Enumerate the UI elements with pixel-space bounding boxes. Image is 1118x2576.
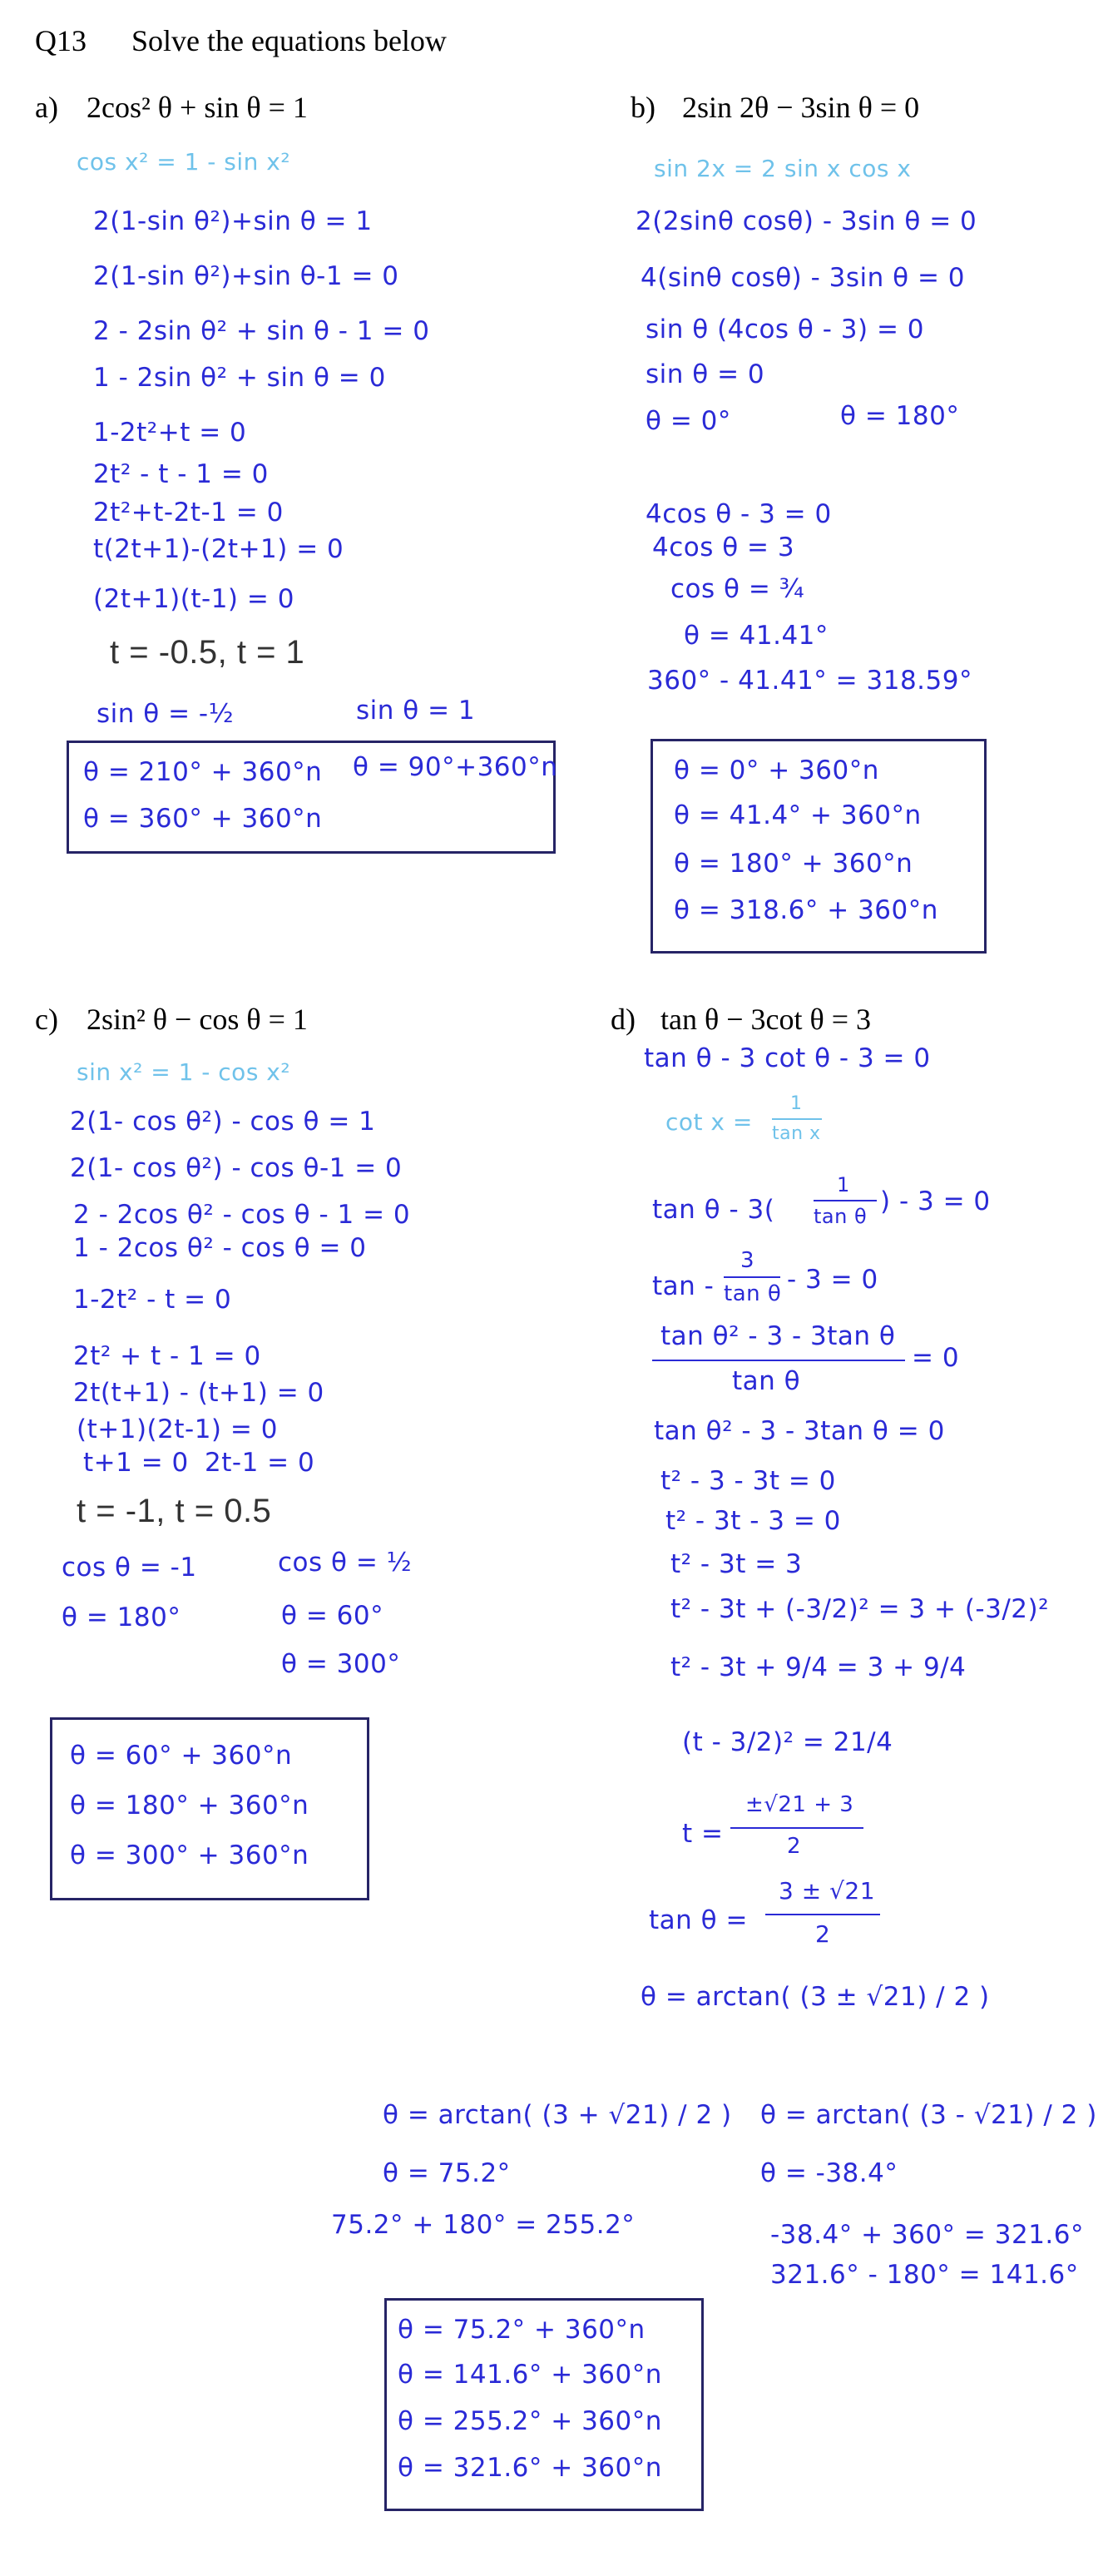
part-a-step: 1-2t²+t = 0 xyxy=(93,418,247,448)
part-d-answer: θ = 255.2° + 360°n xyxy=(398,2406,662,2436)
part-a-step: 1 - 2sin θ² + sin θ = 0 xyxy=(93,363,386,393)
part-d-answer: θ = 75.2° + 360°n xyxy=(398,2315,646,2345)
part-d-left-branch: θ = arctan( (3 + √21) / 2 ) xyxy=(383,2100,732,2130)
part-d-step: t² - 3 - 3t = 0 xyxy=(660,1466,836,1496)
part-b-step2: θ = 41.41° xyxy=(684,621,829,651)
part-c-step: 2t² + t - 1 = 0 xyxy=(73,1341,261,1371)
part-a-step: 2 - 2sin θ² + sin θ - 1 = 0 xyxy=(93,316,430,346)
part-d-left-branch: 75.2° + 180° = 255.2° xyxy=(331,2210,636,2240)
part-b-answer: θ = 0° + 360°n xyxy=(674,755,879,785)
part-c-split: 2t-1 = 0 xyxy=(205,1448,315,1478)
part-b-step2: 4cos θ - 3 = 0 xyxy=(646,499,832,529)
part-c-identity: sin x² = 1 - cos x² xyxy=(77,1058,291,1086)
part-d-t-lhs: t = xyxy=(682,1819,724,1849)
part-b-label: b) xyxy=(631,91,655,124)
part-d-identity-fracline xyxy=(772,1118,822,1120)
part-d-step4-fracline xyxy=(652,1360,905,1361)
part-a-step: 2t² - t - 1 = 0 xyxy=(93,459,269,489)
part-d-step4-den: tan θ xyxy=(732,1366,801,1396)
part-a-answer-right: θ = 90°+360°n xyxy=(353,752,558,782)
part-a-case1: sin θ = -½ xyxy=(96,699,235,729)
part-d-step4-num: tan θ² - 3 - 3tan θ xyxy=(660,1321,896,1351)
part-d-step2: tan θ - 3( xyxy=(652,1195,775,1225)
part-b-identity: sin 2x = 2 sin x cos x xyxy=(654,155,912,182)
part-d-step: t² - 3t + (-3/2)² = 3 + (-3/2)² xyxy=(670,1594,1050,1624)
part-d-tan-lhs: tan θ = xyxy=(649,1905,748,1935)
part-d-step: t² - 3t - 3 = 0 xyxy=(665,1506,841,1536)
part-b-step2: cos θ = ¾ xyxy=(670,574,805,604)
part-a-step: 2(1-sin θ²)+sin θ-1 = 0 xyxy=(93,261,399,291)
part-a-step: t(2t+1)-(2t+1) = 0 xyxy=(93,534,344,564)
part-a-label: a) xyxy=(35,91,58,124)
part-c-step: 2(1- cos θ²) - cos θ-1 = 0 xyxy=(70,1153,403,1183)
part-c-case1: cos θ = -1 xyxy=(62,1553,197,1583)
part-d-t-num: ±√21 + 3 xyxy=(745,1792,854,1817)
part-a-step: 2(1-sin θ²)+sin θ = 1 xyxy=(93,206,373,236)
part-b-answer: θ = 318.6° + 360°n xyxy=(674,895,938,925)
part-c-step: 2(1- cos θ²) - cos θ = 1 xyxy=(70,1107,376,1137)
part-d-arctan-general: θ = arctan( (3 ± √21) / 2 ) xyxy=(641,1982,990,2012)
part-d-step1: tan θ - 3 cot θ - 3 = 0 xyxy=(644,1043,931,1073)
part-d-label: d) xyxy=(611,1003,636,1036)
part-d-equation: tan θ − 3cot θ = 3 xyxy=(660,1003,872,1036)
part-b-step: 4(sinθ cosθ) - 3sin θ = 0 xyxy=(641,263,966,293)
part-b-answer: θ = 180° + 360°n xyxy=(674,849,913,879)
part-d-step3-fracline xyxy=(724,1276,780,1278)
part-c-roots: t = -1, t = 0.5 xyxy=(77,1493,272,1529)
part-d-answer: θ = 141.6° + 360°n xyxy=(398,2360,662,2390)
part-b-equation: 2sin 2θ − 3sin θ = 0 xyxy=(682,91,920,124)
part-d-tan-fracline xyxy=(765,1914,880,1915)
part-d-right-branch: θ = arctan( (3 - √21) / 2 ) xyxy=(760,2100,1097,2130)
part-b-step2: 4cos θ = 3 xyxy=(652,533,795,562)
part-c-case2: cos θ = ½ xyxy=(278,1548,413,1578)
part-c-step: 2t(t+1) - (t+1) = 0 xyxy=(73,1378,324,1408)
instruction: Solve the equations below xyxy=(131,24,447,57)
part-b-answer: θ = 41.4° + 360°n xyxy=(674,800,922,830)
part-d-step2-den: tan θ xyxy=(814,1205,868,1228)
part-d-right-branch: 321.6° - 180° = 141.6° xyxy=(770,2260,1079,2290)
part-b-sol1: θ = 0° xyxy=(646,406,731,436)
part-c-equation: 2sin² θ − cos θ = 1 xyxy=(87,1003,308,1036)
part-d-left-branch: θ = 75.2° xyxy=(383,2158,511,2188)
part-d-right-branch: θ = -38.4° xyxy=(760,2158,898,2188)
part-d-step: (t - 3/2)² = 21/4 xyxy=(682,1727,893,1757)
part-c-sol2: θ = 60° xyxy=(281,1601,384,1631)
part-c-split: t+1 = 0 xyxy=(83,1448,189,1478)
part-d-step3-num: 3 xyxy=(740,1248,755,1273)
part-b-sol2: θ = 180° xyxy=(840,401,960,431)
part-d-answer: θ = 321.6° + 360°n xyxy=(398,2453,662,2483)
part-d-identity-num: 1 xyxy=(790,1093,803,1114)
part-d-step4-rhs: = 0 xyxy=(912,1343,960,1373)
part-a-equation: 2cos² θ + sin θ = 1 xyxy=(87,91,308,124)
part-b-step: sin θ (4cos θ - 3) = 0 xyxy=(646,315,925,344)
part-a-case2: sin θ = 1 xyxy=(356,696,476,726)
part-a-answer: θ = 360° + 360°n xyxy=(83,804,323,834)
part-d-step2-rhs: ) - 3 = 0 xyxy=(880,1186,991,1216)
part-b-step2: 360° - 41.41° = 318.59° xyxy=(647,666,972,696)
part-d-step: t² - 3t + 9/4 = 3 + 9/4 xyxy=(670,1652,967,1682)
part-c-step: 1 - 2cos θ² - cos θ = 0 xyxy=(73,1233,367,1263)
part-b-step: 2(2sinθ cosθ) - 3sin θ = 0 xyxy=(636,206,977,236)
part-d-step2-fracline xyxy=(814,1200,877,1201)
part-c-label: c) xyxy=(35,1003,58,1036)
part-d-t-fracline xyxy=(730,1827,863,1829)
part-c-step: 1-2t² - t = 0 xyxy=(73,1285,232,1315)
part-b-step: sin θ = 0 xyxy=(646,359,765,389)
part-c-step: (t+1)(2t-1) = 0 xyxy=(77,1414,278,1444)
question-number: Q13 xyxy=(35,24,87,57)
part-d-right-branch: -38.4° + 360° = 321.6° xyxy=(770,2220,1084,2250)
part-d-step3-den: tan θ xyxy=(724,1281,782,1306)
part-c-answer: θ = 300° + 360°n xyxy=(70,1840,309,1870)
part-a-answer: θ = 210° + 360°n xyxy=(83,757,323,787)
part-a-step: (2t+1)(t-1) = 0 xyxy=(93,584,294,614)
part-d-step3-rhs: - 3 = 0 xyxy=(787,1265,878,1295)
part-c-sol1: θ = 180° xyxy=(62,1603,181,1632)
part-c-step: 2 - 2cos θ² - cos θ - 1 = 0 xyxy=(73,1200,411,1230)
part-d-step3: tan - xyxy=(652,1271,715,1301)
part-a-step: 2t²+t-2t-1 = 0 xyxy=(93,498,284,528)
part-d-tan-den: 2 xyxy=(815,1920,831,1948)
part-d-identity-den: tan x xyxy=(772,1123,821,1144)
part-d-identity: cot x = xyxy=(665,1108,753,1136)
part-c-answer: θ = 60° + 360°n xyxy=(70,1741,293,1771)
part-a-identity: cos x² = 1 - sin x² xyxy=(77,148,291,176)
part-c-answer: θ = 180° + 360°n xyxy=(70,1791,309,1821)
part-d-step: tan θ² - 3 - 3tan θ = 0 xyxy=(654,1416,945,1446)
part-a-roots: t = -0.5, t = 1 xyxy=(110,634,305,671)
part-d-t-den: 2 xyxy=(787,1834,802,1859)
part-d-tan-num: 3 ± √21 xyxy=(779,1877,876,1905)
part-d-step: t² - 3t = 3 xyxy=(670,1549,803,1579)
part-c-sol3: θ = 300° xyxy=(281,1649,401,1679)
part-d-step2-num: 1 xyxy=(837,1173,850,1196)
